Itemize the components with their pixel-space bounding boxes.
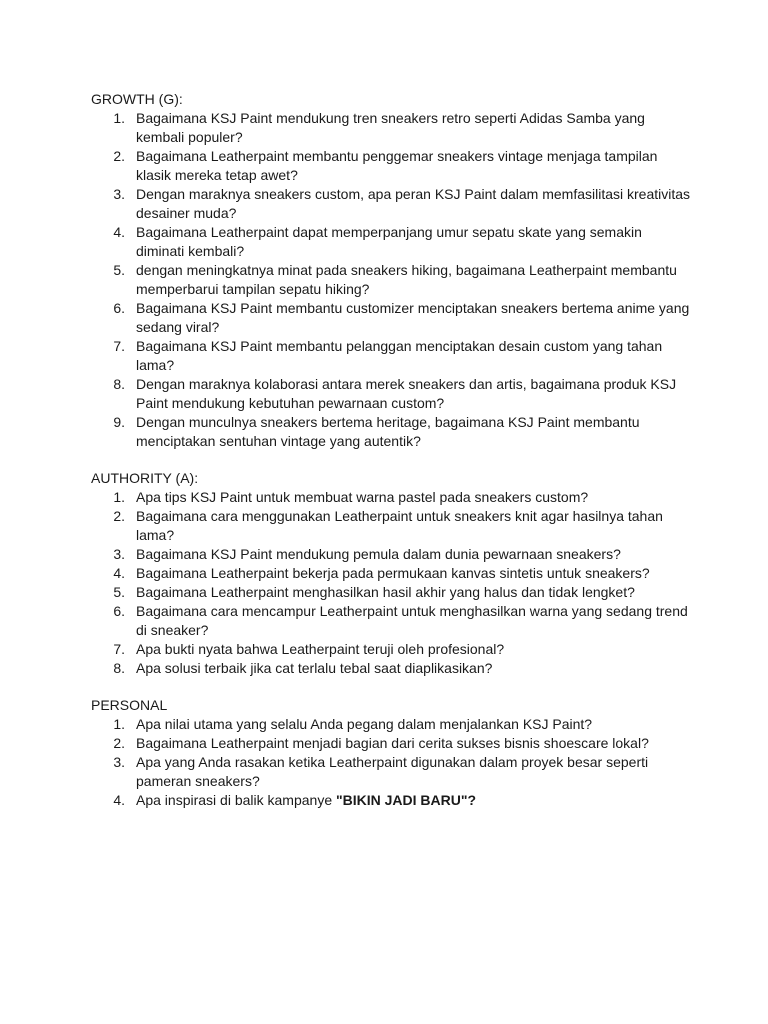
item-number: 4.	[113, 224, 125, 240]
list-item	[91, 791, 691, 810]
item-text: Apa tips KSJ Paint untuk membuat warna pastel pada sneakers custom?	[136, 489, 589, 505]
list-item	[91, 109, 691, 147]
question-list	[91, 488, 691, 678]
list-item	[91, 602, 691, 640]
item-text: Bagaimana Leatherpaint dapat memperpanjang umur sepatu skate yang semakin diminati kembali?	[136, 224, 642, 259]
item-number: 5.	[113, 584, 125, 600]
item-text: Bagaimana KSJ Paint mendukung tren sneakers retro seperti Adidas Samba yang kembali populer?	[136, 110, 645, 145]
item-number: 2.	[113, 735, 125, 751]
list-item	[91, 337, 691, 375]
item-text: Bagaimana Leatherpaint menjadi bagian dari cerita sukses bisnis shoescare lokal?	[136, 735, 649, 751]
section-growth	[91, 90, 691, 451]
section-title: GROWTH (G):	[91, 91, 183, 107]
document-page	[91, 90, 691, 828]
list-item	[91, 507, 691, 545]
item-text: Bagaimana cara mencampur Leatherpaint untuk menghasilkan warna yang sedang trend di sneaker?	[136, 603, 688, 638]
list-item	[91, 223, 691, 261]
item-number: 6.	[113, 603, 125, 619]
list-item	[91, 375, 691, 413]
list-item	[91, 583, 691, 602]
list-item	[91, 488, 691, 507]
list-item	[91, 147, 691, 185]
item-number: 8.	[113, 376, 125, 392]
item-number: 7.	[113, 338, 125, 354]
item-number: 3.	[113, 546, 125, 562]
item-number: 3.	[113, 186, 125, 202]
item-number: 2.	[113, 508, 125, 524]
list-item	[91, 299, 691, 337]
section-personal	[91, 696, 691, 810]
item-number: 4.	[113, 565, 125, 581]
item-number: 9.	[113, 414, 125, 430]
item-text: Apa yang Anda rasakan ketika Leatherpaint digunakan dalam proyek besar seperti pameran sneakers?	[136, 754, 649, 789]
list-item	[91, 715, 691, 734]
item-text: Bagaimana KSJ Paint membantu pelanggan menciptakan desain custom yang tahan lama?	[136, 338, 663, 373]
item-number: 3.	[113, 754, 125, 770]
section-title: AUTHORITY (A):	[91, 470, 199, 486]
list-item	[91, 659, 691, 678]
section-authority	[91, 469, 691, 678]
item-text: Apa nilai utama yang selalu Anda pegang dalam menjalankan KSJ Paint?	[136, 716, 593, 732]
item-text: Apa inspirasi di balik kampanye	[136, 792, 336, 808]
item-number: 8.	[113, 660, 125, 676]
item-number: 4.	[113, 792, 125, 808]
list-item	[91, 185, 691, 223]
question-list	[91, 109, 691, 451]
item-text: Dengan maraknya sneakers custom, apa peran KSJ Paint dalam memfasilitasi kreativitas desainer muda?	[136, 186, 691, 221]
item-text: Dengan maraknya kolaborasi antara merek sneakers dan artis, bagaimana produk KSJ Paint mendukung kebutuhan pewarnaan custom?	[136, 376, 677, 411]
list-item	[91, 545, 691, 564]
list-item	[91, 734, 691, 753]
list-item	[91, 753, 691, 791]
item-text: Bagaimana Leatherpaint membantu penggemar sneakers vintage menjaga tampilan klasik mereka tetap awet?	[136, 148, 658, 183]
item-text: Apa bukti nyata bahwa Leatherpaint teruji oleh profesional?	[136, 641, 505, 657]
item-text: Bagaimana cara menggunakan Leatherpaint untuk sneakers knit agar hasilnya tahan lama?	[136, 508, 663, 543]
item-text: Bagaimana Leatherpaint bekerja pada permukaan kanvas sintetis untuk sneakers?	[136, 565, 650, 581]
question-list	[91, 715, 691, 810]
item-text: Apa solusi terbaik jika cat terlalu tebal saat diaplikasikan?	[136, 660, 493, 676]
item-text: Bagaimana KSJ Paint mendukung pemula dalam dunia pewarnaan sneakers?	[136, 546, 621, 562]
item-text: Dengan munculnya sneakers bertema heritage, bagaimana KSJ Paint membantu menciptakan sentuhan vintage yang autentik?	[136, 414, 640, 449]
item-number: 7.	[113, 641, 125, 657]
item-text: Bagaimana KSJ Paint membantu customizer menciptakan sneakers bertema anime yang sedang viral?	[136, 300, 690, 335]
item-number: 1.	[113, 110, 125, 126]
section-title: PERSONAL	[91, 697, 168, 713]
item-number: 6.	[113, 300, 125, 316]
item-number: 1.	[113, 489, 125, 505]
item-number: 1.	[113, 716, 125, 732]
item-text: Bagaimana Leatherpaint menghasilkan hasil akhir yang halus dan tidak lengket?	[136, 584, 635, 600]
list-item	[91, 640, 691, 659]
list-item	[91, 564, 691, 583]
item-number: 2.	[113, 148, 125, 164]
list-item	[91, 413, 691, 451]
campaign-name: "BIKIN JADI BARU"?	[336, 792, 477, 808]
list-item	[91, 261, 691, 299]
item-text: dengan meningkatnya minat pada sneakers hiking, bagaimana Leatherpaint membantu memperbarui tampilan sepatu hiking?	[136, 262, 677, 297]
item-number: 5.	[113, 262, 125, 278]
